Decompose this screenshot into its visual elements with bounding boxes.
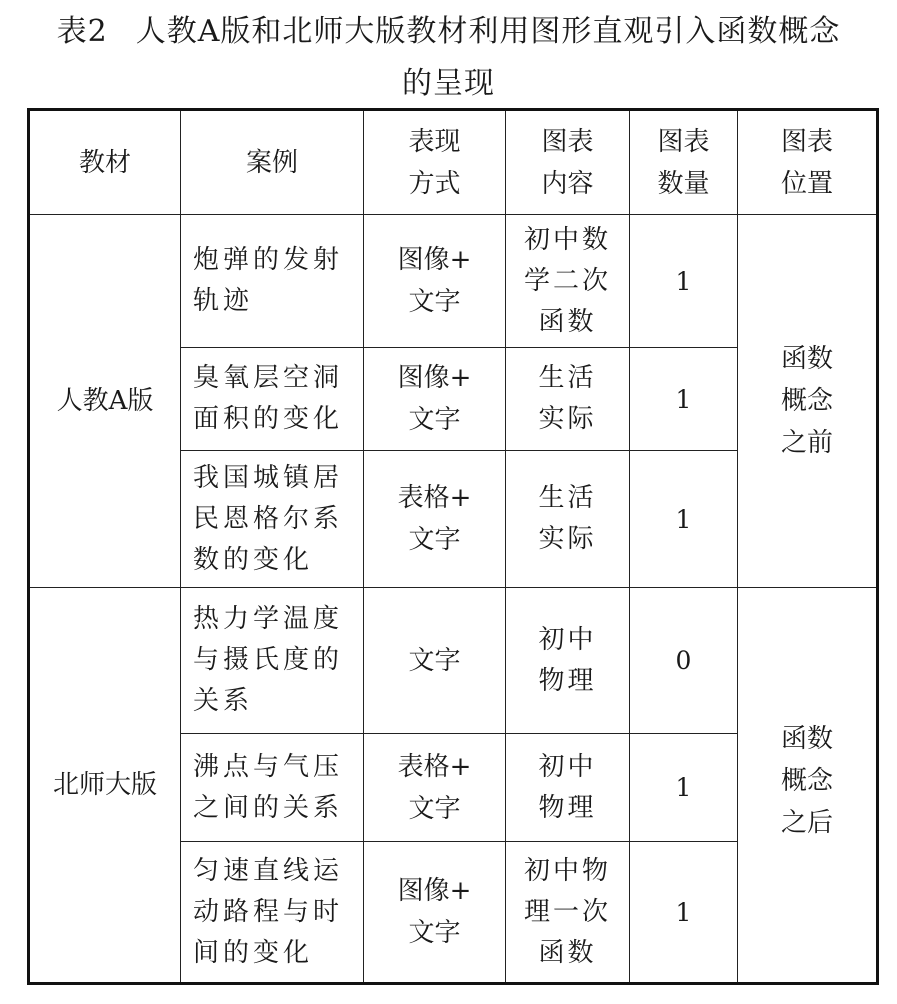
header-textbook: 教材 [29, 110, 181, 215]
form-cell: 文字 [364, 588, 506, 734]
count-cell: 1 [630, 842, 738, 984]
count-cell: 1 [630, 451, 738, 588]
form-cell: 表格+ 文字 [364, 451, 506, 588]
content-cell: 初中数 学二次 函数 [506, 215, 630, 348]
count-cell: 1 [630, 215, 738, 348]
content-cell: 初中 物理 [506, 588, 630, 734]
case-cell: 臭氧层空洞 面积的变化 [181, 348, 364, 451]
count-cell: 1 [630, 734, 738, 842]
table-row [29, 588, 878, 734]
textbook-cell: 北师大版 [29, 588, 181, 984]
table-row [29, 215, 878, 348]
content-cell: 初中物 理一次 函数 [506, 842, 630, 984]
header-row [29, 110, 878, 215]
table-caption [0, 6, 897, 110]
content-cell: 生活 实际 [506, 451, 630, 588]
form-cell: 图像+ 文字 [364, 842, 506, 984]
form-cell: 表格+ 文字 [364, 734, 506, 842]
textbook-cell: 人教A版 [29, 215, 181, 588]
content-cell: 生活 实际 [506, 348, 630, 451]
header-count: 图表 数量 [630, 110, 738, 215]
header-case: 案例 [181, 110, 364, 215]
form-cell: 图像+ 文字 [364, 215, 506, 348]
comparison-table [27, 108, 879, 985]
case-cell: 沸点与气压 之间的关系 [181, 734, 364, 842]
count-cell: 0 [630, 588, 738, 734]
case-cell: 匀速直线运 动路程与时 间的变化 [181, 842, 364, 984]
position-cell: 函数 概念 之后 [738, 588, 878, 984]
position-cell: 函数 概念 之前 [738, 215, 878, 588]
caption-line-2: 的呈现 [402, 66, 495, 101]
case-cell: 热力学温度 与摄氏度的 关系 [181, 588, 364, 734]
case-cell: 炮弹的发射 轨迹 [181, 215, 364, 348]
header-form: 表现 方式 [364, 110, 506, 215]
header-position: 图表 位置 [738, 110, 878, 215]
caption-line-1 [0, 6, 897, 58]
form-cell: 图像+ 文字 [364, 348, 506, 451]
caption-title: 人教A版和北师大版教材利用图形直观引入函数概念 [135, 14, 841, 49]
header-content: 图表 内容 [506, 110, 630, 215]
count-cell: 1 [630, 348, 738, 451]
caption-label: 表2 [56, 14, 108, 49]
case-cell: 我国城镇居 民恩格尔系 数的变化 [181, 451, 364, 588]
content-cell: 初中 物理 [506, 734, 630, 842]
